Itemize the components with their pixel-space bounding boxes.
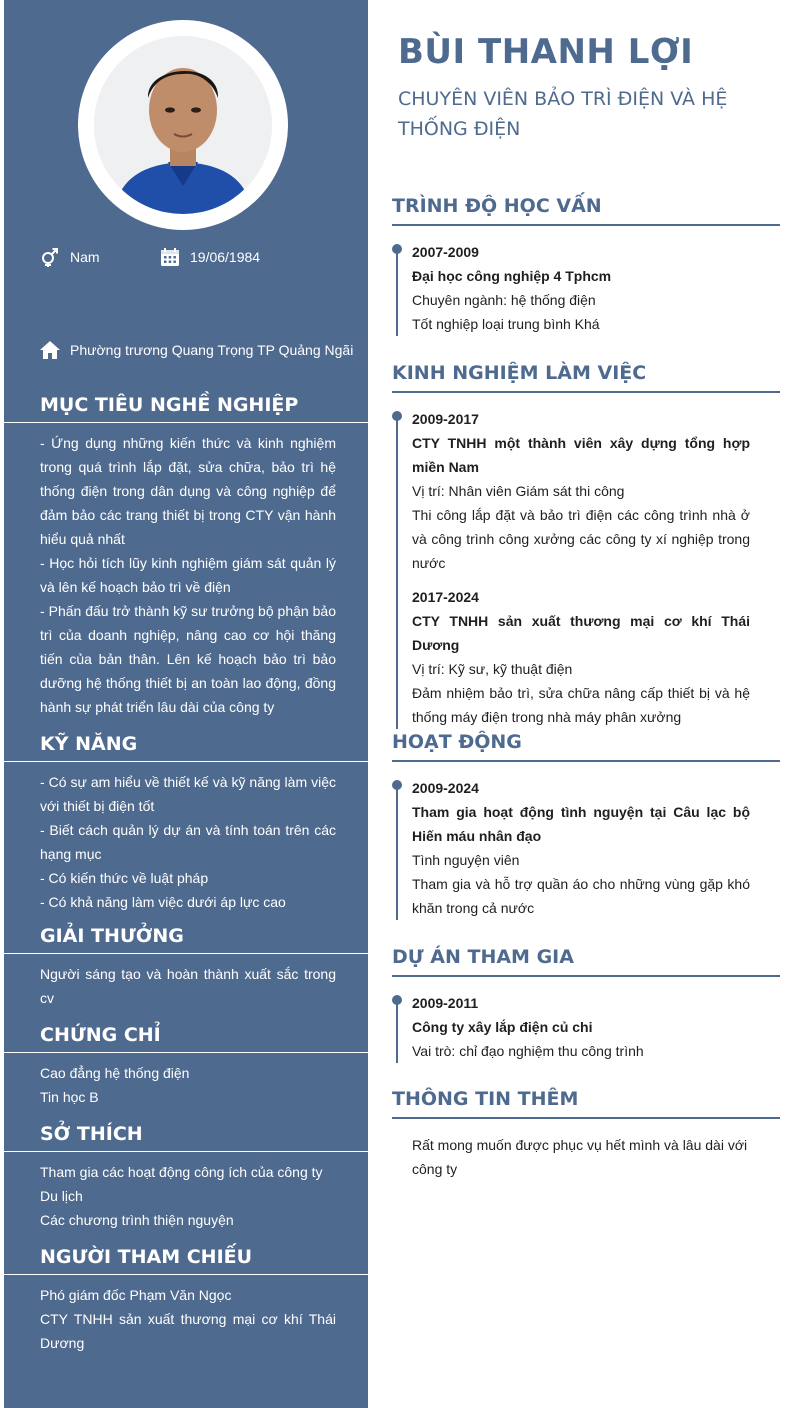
objective-section bbox=[4, 390, 368, 719]
reference-line: Phó giám đốc Phạm Văn Ngọc bbox=[40, 1287, 232, 1303]
calendar-icon bbox=[160, 247, 180, 267]
timeline-dot bbox=[392, 244, 402, 254]
certificate-line: Tin học B bbox=[40, 1089, 99, 1105]
awards-text bbox=[4, 962, 368, 1010]
awards-divider bbox=[4, 953, 368, 954]
hobbies-title: SỞ THÍCH bbox=[40, 1123, 143, 1145]
address-text: Phường trương Quang Trọng TP Quảng Ngãi bbox=[70, 342, 354, 358]
skill-line: - Có kiến thức về luật pháp bbox=[40, 870, 209, 886]
experience-timeline bbox=[392, 407, 780, 729]
gender-row bbox=[40, 247, 100, 267]
projects-title: DỰ ÁN THAM GIA bbox=[392, 946, 574, 968]
award-line: Người sáng tạo và hoàn thành xuất sắc trong cv bbox=[40, 966, 336, 1006]
objective-line: - Phấn đấu trở thành kỹ sư trưởng bộ phận bảo trì của doanh nghiệp, nâng cao cơ hội thăng tiến của bản thân. Lên kế hoạch bảo trì bảo dưỡng hệ thống thiết bị an toàn lao động, đồng hành sự phát triển lâu dài của công ty bbox=[40, 603, 336, 715]
entry-org: Tham gia hoạt động tình nguyện tại Câu lạc bộ Hiến máu nhân đạo bbox=[412, 804, 750, 844]
entry-line: Thi công lắp đặt và bảo trì điện các công trình nhà ở và công trình công xưởng các công ty xí nghiệp trong nước bbox=[412, 507, 750, 571]
profile-photo bbox=[94, 36, 272, 214]
extra-info-text: Rất mong muốn được phục vụ hết mình và lâu dài với công ty bbox=[412, 1137, 748, 1177]
certificates-divider bbox=[4, 1052, 368, 1053]
hobbies-divider bbox=[4, 1151, 368, 1152]
education-divider bbox=[392, 224, 780, 226]
certificates-text bbox=[4, 1061, 368, 1109]
skills-section bbox=[4, 729, 368, 914]
education-timeline bbox=[392, 240, 780, 336]
references-divider bbox=[4, 1274, 368, 1275]
experience-section bbox=[392, 359, 780, 729]
birthdate-row bbox=[160, 247, 260, 267]
objective-line: - Ứng dụng những kiến thức và kinh nghiệm trong quá trình lắp đặt, sửa chữa, bảo trì hệ thống điện trong dân dụng và công nghiệp để đảm bảo các trang thiết bị trong CTY vận hành hiểu quả nhất bbox=[40, 435, 336, 547]
timeline-dot bbox=[392, 411, 402, 421]
activity-entry bbox=[412, 776, 750, 920]
entry-org: CTY TNHH một thành viên xây dựng tổng hợp miền Nam bbox=[412, 435, 750, 475]
references-section bbox=[4, 1242, 368, 1355]
references-title: NGƯỜI THAM CHIẾU bbox=[40, 1246, 253, 1268]
timeline-dot bbox=[392, 995, 402, 1005]
hobby-line: Các chương trình thiện nguyện bbox=[40, 1212, 234, 1228]
avatar-frame bbox=[78, 20, 288, 230]
entry-date: 2017-2024 bbox=[412, 589, 479, 605]
gender-icon bbox=[40, 247, 60, 267]
activities-timeline bbox=[392, 776, 780, 920]
hobby-line: Tham gia các hoạt động công ích của công ty bbox=[40, 1164, 323, 1180]
entry-date: 2007-2009 bbox=[412, 244, 479, 260]
entry-line: Vai trò: chỉ đạo nghiệm thu công trình bbox=[412, 1043, 644, 1059]
entry-line: Chuyên ngành: hệ thống điện bbox=[412, 292, 596, 308]
activities-title: HOẠT ĐỘNG bbox=[392, 731, 522, 753]
hobby-line: Du lịch bbox=[40, 1188, 83, 1204]
experience-divider bbox=[392, 391, 780, 393]
skills-title: KỸ NĂNG bbox=[40, 733, 138, 755]
entry-org: Công ty xây lắp điện củ chi bbox=[412, 1019, 593, 1035]
entry-date: 2009-2017 bbox=[412, 411, 479, 427]
certificate-line: Cao đẳng hệ thống điện bbox=[40, 1065, 190, 1081]
entry-line: Tình nguyện viên bbox=[412, 852, 520, 868]
references-text bbox=[4, 1283, 368, 1355]
timeline-line bbox=[396, 415, 398, 729]
objective-divider bbox=[4, 422, 368, 423]
job-title: CHUYÊN VIÊN BẢO TRÌ ĐIỆN VÀ HỆ THỐNG ĐIỆN bbox=[398, 88, 728, 140]
address-row bbox=[40, 340, 353, 360]
activities-divider bbox=[392, 760, 780, 762]
skill-line: - Có sự am hiểu về thiết kế và kỹ năng làm việc với thiết bị điện tốt bbox=[40, 774, 336, 814]
extra-info-section bbox=[392, 1085, 780, 1181]
awards-title: GIẢI THƯỞNG bbox=[40, 925, 184, 947]
project-entry bbox=[412, 991, 750, 1063]
projects-section bbox=[392, 943, 780, 1063]
extra-info-title: THÔNG TIN THÊM bbox=[392, 1088, 579, 1110]
timeline-line bbox=[396, 999, 398, 1063]
experience-title: KINH NGHIỆM LÀM VIỆC bbox=[392, 362, 647, 384]
entry-line: Vị trí: Kỹ sư, kỹ thuật điện bbox=[412, 661, 573, 677]
hobbies-text bbox=[4, 1160, 368, 1232]
candidate-name: BÙI THANH LỢI bbox=[398, 32, 694, 72]
skills-divider bbox=[4, 761, 368, 762]
education-section bbox=[392, 192, 780, 336]
certificates-title: CHỨNG CHỈ bbox=[40, 1024, 161, 1046]
objective-title: MỤC TIÊU NGHỀ NGHIỆP bbox=[40, 394, 299, 416]
certificates-section bbox=[4, 1020, 368, 1109]
experience-entry bbox=[412, 407, 750, 575]
awards-section bbox=[4, 921, 368, 1010]
timeline-line bbox=[396, 784, 398, 920]
education-title: TRÌNH ĐỘ HỌC VẤN bbox=[392, 195, 602, 217]
timeline-line bbox=[396, 248, 398, 336]
entry-line: Vị trí: Nhân viên Giám sát thi công bbox=[412, 483, 625, 499]
timeline-dot bbox=[392, 780, 402, 790]
projects-timeline bbox=[392, 991, 780, 1063]
activities-section bbox=[392, 728, 780, 920]
birthdate-text: 19/06/1984 bbox=[190, 249, 261, 265]
hobbies-section bbox=[4, 1119, 368, 1232]
projects-divider bbox=[392, 975, 780, 977]
home-icon bbox=[40, 340, 60, 360]
gender-text: Nam bbox=[70, 249, 100, 265]
entry-line: Tốt nghiệp loại trung bình Khá bbox=[412, 316, 600, 332]
skill-line: - Biết cách quản lý dự án và tính toán trên các hạng mục bbox=[40, 822, 336, 862]
entry-line: Đảm nhiệm bảo trì, sửa chữa nâng cấp thiết bị và hệ thống máy điện trong nhà máy phân xưởng bbox=[412, 685, 750, 725]
sidebar bbox=[4, 0, 368, 1408]
main-content bbox=[368, 0, 800, 1408]
entry-line: Tham gia và hỗ trợ quần áo cho những vùng gặp khó khăn trong cả nước bbox=[412, 876, 750, 916]
entry-date: 2009-2011 bbox=[412, 995, 479, 1011]
entry-date: 2009-2024 bbox=[412, 780, 479, 796]
extra-info-divider bbox=[392, 1117, 780, 1119]
education-entry bbox=[412, 240, 750, 336]
reference-line: CTY TNHH sản xuất thương mại cơ khí Thái Dương bbox=[40, 1311, 336, 1351]
objective-line: - Học hỏi tích lũy kinh nghiệm giám sát quản lý và lên kế hoạch bảo trì về điện bbox=[40, 555, 336, 595]
skill-line: - Có khả năng làm việc dưới áp lực cao bbox=[40, 894, 286, 910]
entry-org: Đại học công nghiệp 4 Tphcm bbox=[412, 268, 612, 284]
skills-text bbox=[4, 770, 368, 914]
avatar bbox=[94, 36, 272, 214]
entry-org: CTY TNHH sản xuất thương mại cơ khí Thái Dương bbox=[412, 613, 750, 653]
experience-entry bbox=[412, 585, 750, 729]
objective-text bbox=[4, 431, 368, 719]
